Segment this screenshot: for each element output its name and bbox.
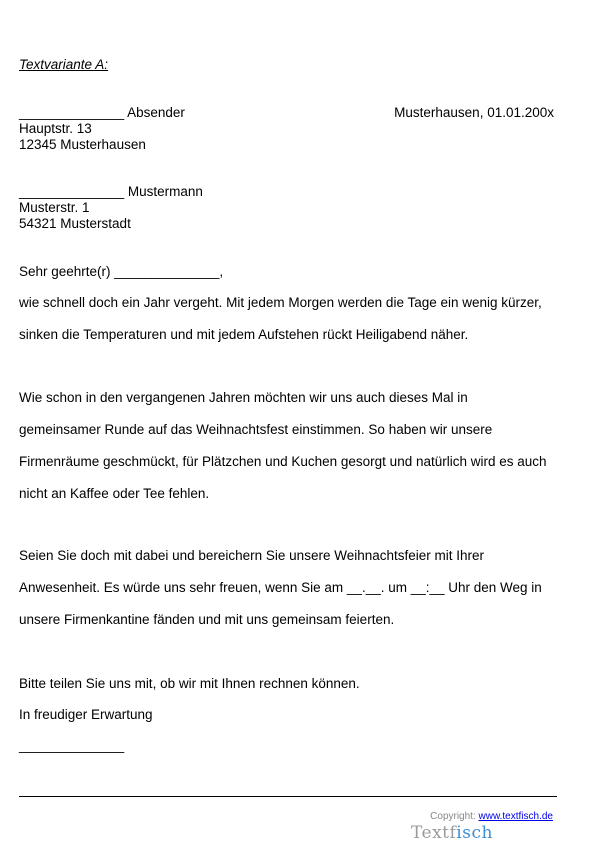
logo-text-b: isch <box>456 823 493 843</box>
copyright-notice <box>430 811 553 822</box>
document-heading: Textvariante A: <box>19 57 109 72</box>
body-line: sinken die Temperaturen und mit jedem Aufstehen rückt Heiligabend näher. <box>19 327 469 342</box>
body-line: Anwesenheit. Es würde uns sehr freuen, wenn Sie am __.__. um __:__ Uhr den Weg in <box>19 580 542 595</box>
recipient-city: 54321 Musterstadt <box>19 216 131 231</box>
recipient-street: Musterstr. 1 <box>19 200 90 215</box>
body-line: Wie schon in den vergangenen Jahren möchten wir uns auch dieses Mal in <box>19 390 468 405</box>
recipient-name-line: ______________ Mustermann <box>19 184 203 199</box>
textfisch-logo <box>411 823 493 843</box>
closing-request: Bitte teilen Sie uns mit, ob wir mit Ihnen rechnen können. <box>19 676 360 691</box>
copyright-link[interactable]: www.textfisch.de <box>478 811 553 822</box>
sender-street: Hauptstr. 13 <box>19 121 92 136</box>
body-line: nicht an Kaffee oder Tee fehlen. <box>19 486 210 501</box>
copyright-label: Copyright: <box>430 811 476 822</box>
sender-city: 12345 Musterhausen <box>19 137 146 152</box>
body-line: wie schnell doch ein Jahr vergeht. Mit jedem Morgen werden die Tage ein wenig kürzer, <box>19 295 542 310</box>
body-line: Seien Sie doch mit dabei und bereichern Sie unsere Weihnachtsfeier mit Ihrer <box>19 548 485 563</box>
body-line: Firmenräume geschmückt, für Plätzchen und Kuchen gesorgt und natürlich wird es auch <box>19 454 547 469</box>
signature-line: ______________ <box>19 738 125 753</box>
logo-text-a: Textf <box>411 823 457 843</box>
sender-name-line: ______________ Absender <box>19 105 185 120</box>
body-line: unsere Firmenkantine fänden und mit uns gemeinsam feierten. <box>19 612 395 627</box>
footer-divider <box>19 796 557 797</box>
closing-phrase: In freudiger Erwartung <box>19 707 153 722</box>
salutation: Sehr geehrte(r) ______________, <box>19 264 224 279</box>
letter-date: Musterhausen, 01.01.200x <box>394 105 554 120</box>
body-line: gemeinsamer Runde auf das Weihnachtsfest einstimmen. So haben wir unsere <box>19 422 493 437</box>
